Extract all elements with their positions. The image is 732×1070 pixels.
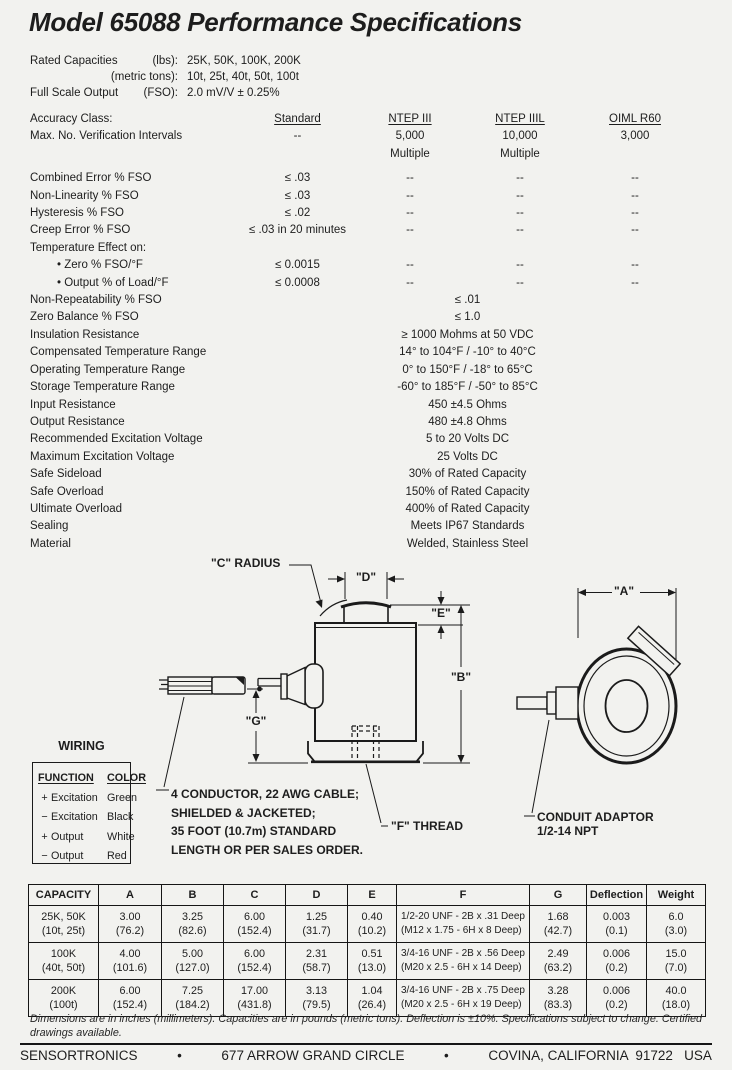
spec-label: Temperature Effect on: bbox=[30, 241, 147, 254]
spec-value: 3,000 bbox=[620, 130, 650, 143]
dim-cell: 15.0 (7.0) bbox=[647, 943, 706, 980]
spec-label: Input Resistance bbox=[30, 398, 116, 411]
spec-value: 480 ±4.8 Ohms bbox=[428, 415, 507, 428]
spec-value: ≤ .01 bbox=[454, 294, 481, 307]
spec-label: Insulation Resistance bbox=[30, 328, 140, 341]
wiring-sign: − bbox=[41, 811, 48, 823]
spec-value: 450 ±4.5 Ohms bbox=[428, 398, 507, 411]
spec-value: 30% of Rated Capacity bbox=[408, 468, 527, 481]
spec-row bbox=[30, 466, 695, 483]
spec-value: -60° to 185°F / -50° to 85°C bbox=[397, 381, 538, 394]
cable-note bbox=[171, 785, 363, 859]
dim-cell: 0.006 (0.2) bbox=[587, 943, 647, 980]
spec-label bbox=[30, 146, 240, 163]
spec-label: Zero Balance % FSO bbox=[30, 311, 139, 324]
spec-row bbox=[30, 170, 695, 187]
spec-row bbox=[30, 205, 695, 222]
wiring-table bbox=[32, 762, 146, 864]
spec-value: 400% of Rated Capacity bbox=[405, 502, 530, 515]
spec-value: -- bbox=[631, 207, 639, 220]
capacity-row bbox=[30, 85, 301, 101]
spec-value: -- bbox=[631, 259, 639, 272]
spec-value: Multiple bbox=[500, 147, 540, 160]
dim-cell: 3.28 (83.3) bbox=[530, 980, 587, 1017]
dim-col-header: A bbox=[99, 885, 162, 906]
spec-col-header: NTEP III bbox=[388, 113, 432, 125]
spec-col-header: OIML R60 bbox=[609, 113, 661, 125]
cable-note-line: 4 CONDUCTOR, 22 AWG CABLE; bbox=[171, 787, 360, 801]
dim-cell: 25K, 50K (10t, 25t) bbox=[29, 906, 99, 943]
dim-cell: 1.68 (42.7) bbox=[530, 906, 587, 943]
spec-value: -- bbox=[516, 276, 524, 289]
spec-value: -- bbox=[406, 224, 414, 237]
spec-value: ≤ .03 bbox=[284, 189, 311, 202]
spec-label: Hysteresis % FSO bbox=[30, 207, 124, 220]
wiring-function: Excitation bbox=[51, 811, 98, 823]
dimension-header-row bbox=[29, 885, 706, 906]
dim-cell: 2.31 (58.7) bbox=[286, 943, 348, 980]
spec-value: 5 to 20 Volts DC bbox=[425, 433, 510, 446]
dim-cell-thread: 1/2-20 UNF - 2B x .31 Deep (M12 x 1.75 - 6H x 8 Deep) bbox=[397, 906, 530, 943]
footer-divider bbox=[20, 1043, 712, 1045]
spec-label: Safe Sideload bbox=[30, 468, 102, 481]
dim-col-header: E bbox=[348, 885, 397, 906]
conduit-adaptor-label bbox=[537, 810, 654, 838]
spec-row bbox=[30, 327, 695, 344]
dim-label-b: "B" bbox=[450, 670, 472, 684]
wiring-sign: + bbox=[41, 791, 48, 804]
company-name: SENSORTRONICS bbox=[20, 1048, 138, 1063]
spec-value: -- bbox=[516, 259, 524, 272]
spec-value: ≥ 1000 Mohms at 50 VDC bbox=[401, 328, 534, 341]
spec-value: 10,000 bbox=[502, 130, 538, 143]
spec-value: ≤ 0.0015 bbox=[275, 259, 320, 272]
dim-col-header: C bbox=[224, 885, 286, 906]
spec-value: -- bbox=[406, 189, 414, 202]
spec-label: Accuracy Class: bbox=[30, 113, 113, 125]
spec-label: Ultimate Overload bbox=[30, 502, 123, 515]
spec-label: Storage Temperature Range bbox=[30, 381, 175, 394]
spec-value: 14° to 104°F / -10° to 40°C bbox=[399, 346, 536, 359]
dim-cell: 0.40 (10.2) bbox=[348, 906, 397, 943]
wiring-table-title: WIRING bbox=[58, 739, 105, 753]
spec-row bbox=[30, 275, 695, 292]
wiring-color: Green bbox=[107, 791, 138, 804]
spec-value: -- bbox=[406, 276, 414, 289]
wiring-sign: + bbox=[41, 830, 48, 843]
spec-value: -- bbox=[631, 224, 639, 237]
spec-row bbox=[30, 344, 695, 361]
spec-value: 0° to 150°F / -18° to 65°C bbox=[402, 363, 533, 376]
capacity-label: Rated Capacities bbox=[30, 55, 118, 67]
load-cell-top-view bbox=[517, 588, 680, 816]
dim-cell: 0.003 (0.1) bbox=[587, 906, 647, 943]
capacity-sublabel: (FSO): bbox=[143, 87, 178, 99]
dim-col-header: D bbox=[286, 885, 348, 906]
cable-note-line: SHIELDED & JACKETED; bbox=[171, 805, 316, 820]
dim-cell: 6.00 (152.4) bbox=[224, 943, 286, 980]
spec-value bbox=[575, 146, 695, 163]
dimension-row bbox=[29, 906, 706, 943]
conduit-adaptor-line1: CONDUIT ADAPTOR bbox=[537, 810, 654, 824]
company-address: 677 ARROW GRAND CIRCLE bbox=[221, 1048, 405, 1063]
dim-label-a: "A" bbox=[613, 584, 635, 598]
capacity-value: 2.0 mV/V ± 0.25% bbox=[187, 87, 280, 99]
page-title: Model 65088 Performance Specifications bbox=[29, 7, 522, 37]
dim-label-f-thread: "F" THREAD bbox=[391, 819, 464, 833]
dim-cell: 6.00 (152.4) bbox=[99, 980, 162, 1017]
spec-label: Non-Repeatability % FSO bbox=[30, 294, 162, 307]
dim-cell: 100K (40t, 50t) bbox=[29, 943, 99, 980]
dimension-row bbox=[29, 980, 706, 1017]
cable-note-line: LENGTH OR PER SALES ORDER. bbox=[171, 842, 364, 857]
spec-value: ≤ 0.0008 bbox=[275, 276, 320, 289]
spec-label: Material bbox=[30, 537, 71, 550]
dim-label-g: "G" bbox=[245, 714, 267, 728]
dim-cell-thread: 3/4-16 UNF - 2B x .75 Deep (M20 x 2.5 - 6H x 19 Deep) bbox=[397, 980, 530, 1017]
dim-cell: 200K (100t) bbox=[29, 980, 99, 1017]
dim-cell: 1.04 (26.4) bbox=[348, 980, 397, 1017]
footnote: Dimensions are in inches (millimeters). Capacities are in pounds (metric tons). Deflection is ±10%. Specifications subject to change. Certified drawings available. bbox=[30, 1013, 703, 1039]
wiring-function: Excitation bbox=[51, 791, 98, 804]
dim-col-header: B bbox=[162, 885, 224, 906]
dimension-table bbox=[28, 884, 706, 1017]
dim-cell: 7.25 (184.2) bbox=[162, 980, 224, 1017]
dim-col-header: CAPACITY bbox=[29, 885, 99, 906]
spec-row bbox=[30, 449, 695, 466]
capacity-sublabel: (metric tons): bbox=[110, 71, 178, 83]
wiring-color: Red bbox=[107, 850, 127, 862]
dim-cell: 3.25 (82.6) bbox=[162, 906, 224, 943]
wiring-header-color: COLOR bbox=[107, 772, 146, 784]
spec-value: -- bbox=[406, 259, 414, 272]
spec-col-header: NTEP IIIL bbox=[495, 113, 545, 125]
performance-spec-table bbox=[30, 111, 695, 553]
dim-cell: 6.0 (3.0) bbox=[647, 906, 706, 943]
spec-value: 25 Volts DC bbox=[437, 450, 498, 463]
spec-value: -- bbox=[293, 130, 302, 143]
spec-row bbox=[30, 222, 695, 239]
spec-value: ≤ .02 bbox=[284, 207, 311, 220]
capacity-value: 10t, 25t, 40t, 50t, 100t bbox=[187, 71, 299, 83]
wiring-header-function: FUNCTION bbox=[38, 772, 94, 784]
dim-cell: 0.51 (13.0) bbox=[348, 943, 397, 980]
dim-cell: 3.00 (76.2) bbox=[99, 906, 162, 943]
rated-capacities-block bbox=[30, 53, 301, 101]
spec-value: -- bbox=[516, 172, 524, 185]
dim-cell: 0.006 (0.2) bbox=[587, 980, 647, 1017]
dim-cell-thread: 3/4-16 UNF - 2B x .56 Deep (M20 x 2.5 - 6H x 14 Deep) bbox=[397, 943, 530, 980]
bullet-separator: • bbox=[177, 1048, 182, 1063]
wiring-color: White bbox=[107, 830, 135, 843]
dim-cell: 3.13 (79.5) bbox=[286, 980, 348, 1017]
spec-value: -- bbox=[631, 276, 639, 289]
spec-label: Recommended Excitation Voltage bbox=[30, 433, 203, 446]
spec-row bbox=[30, 414, 695, 431]
dimension-row bbox=[29, 943, 706, 980]
spec-label: Maximum Excitation Voltage bbox=[30, 450, 175, 463]
spec-label: • Output % of Load/°F bbox=[57, 276, 169, 289]
footer bbox=[20, 1048, 712, 1063]
dim-cell: 1.25 (31.7) bbox=[286, 906, 348, 943]
spec-value: ≤ .03 in 20 minutes bbox=[248, 224, 347, 237]
dim-label-e: "E" bbox=[431, 606, 451, 620]
wiring-color: Black bbox=[107, 811, 134, 823]
spec-row bbox=[30, 146, 695, 163]
spec-row bbox=[30, 501, 695, 518]
spec-row bbox=[30, 188, 695, 205]
dim-cell: 40.0 (18.0) bbox=[647, 980, 706, 1017]
capacity-row bbox=[30, 53, 301, 69]
spec-row bbox=[30, 431, 695, 448]
spec-label: Operating Temperature Range bbox=[30, 363, 186, 376]
spec-row bbox=[30, 484, 695, 501]
spec-row bbox=[30, 518, 695, 535]
capacity-label: Full Scale Output bbox=[30, 87, 119, 99]
dim-col-header: F bbox=[397, 885, 530, 906]
spec-value: 150% of Rated Capacity bbox=[405, 485, 530, 498]
spec-row bbox=[30, 240, 695, 257]
spec-value: -- bbox=[516, 207, 524, 220]
spec-label: Compensated Temperature Range bbox=[30, 346, 207, 359]
spec-value: Multiple bbox=[390, 147, 430, 160]
spec-value: -- bbox=[631, 172, 639, 185]
spec-value: Meets IP67 Standards bbox=[410, 520, 525, 533]
spec-row bbox=[30, 128, 695, 145]
spec-header-row bbox=[30, 111, 695, 128]
spec-label: Creep Error % FSO bbox=[30, 224, 131, 237]
spec-value: -- bbox=[406, 172, 414, 185]
cable-note-line: 35 FOOT (10.7m) STANDARD bbox=[171, 824, 337, 838]
dim-cell: 5.00 (127.0) bbox=[162, 943, 224, 980]
spec-label: Safe Overload bbox=[30, 485, 104, 498]
spec-value: -- bbox=[516, 189, 524, 202]
conduit-adaptor-line2: 1/2-14 NPT bbox=[537, 824, 599, 838]
spec-label: Sealing bbox=[30, 520, 69, 533]
spec-label: Max. No. Verification Intervals bbox=[30, 130, 183, 143]
dim-cell: 17.00 (431.8) bbox=[224, 980, 286, 1017]
spec-value: -- bbox=[631, 189, 639, 202]
dim-col-header: Weight bbox=[647, 885, 706, 906]
spec-row bbox=[30, 257, 695, 274]
dim-cell: 2.49 (63.2) bbox=[530, 943, 587, 980]
spec-value: ≤ .03 bbox=[284, 172, 311, 185]
spec-value: -- bbox=[516, 224, 524, 237]
spec-row bbox=[30, 292, 695, 309]
company-city: COVINA, CALIFORNIA 91722 USA bbox=[488, 1048, 712, 1063]
dim-col-header: G bbox=[530, 885, 587, 906]
spec-label: Output Resistance bbox=[30, 415, 125, 428]
spec-row bbox=[30, 379, 695, 396]
spec-col-header: Standard bbox=[274, 113, 321, 125]
dim-cell: 4.00 (101.6) bbox=[99, 943, 162, 980]
capacity-sublabel: (lbs): bbox=[152, 55, 178, 67]
dim-label-d: "D" bbox=[355, 570, 377, 584]
dim-label-c-radius: "C" RADIUS bbox=[211, 556, 281, 570]
spec-row bbox=[30, 397, 695, 414]
spec-row bbox=[30, 362, 695, 379]
wiring-sign: − bbox=[41, 850, 48, 862]
bullet-separator: • bbox=[444, 1048, 449, 1063]
wiring-function: Output bbox=[51, 830, 84, 843]
spec-label: Non-Linearity % FSO bbox=[30, 189, 139, 202]
wiring-function: Output bbox=[51, 850, 84, 862]
spec-value: Welded, Stainless Steel bbox=[406, 537, 529, 550]
spec-value bbox=[240, 146, 355, 163]
dim-col-header: Deflection bbox=[587, 885, 647, 906]
dim-cell: 6.00 (152.4) bbox=[224, 906, 286, 943]
capacity-value: 25K, 50K, 100K, 200K bbox=[187, 55, 301, 67]
spec-value: 5,000 bbox=[395, 130, 425, 143]
capacity-row bbox=[30, 69, 301, 85]
spec-label: • Zero % FSO/°F bbox=[57, 259, 143, 272]
spec-row bbox=[30, 309, 695, 326]
spec-value: ≤ 1.0 bbox=[454, 311, 481, 324]
spec-value: -- bbox=[406, 207, 414, 220]
spec-label: Combined Error % FSO bbox=[30, 172, 152, 185]
